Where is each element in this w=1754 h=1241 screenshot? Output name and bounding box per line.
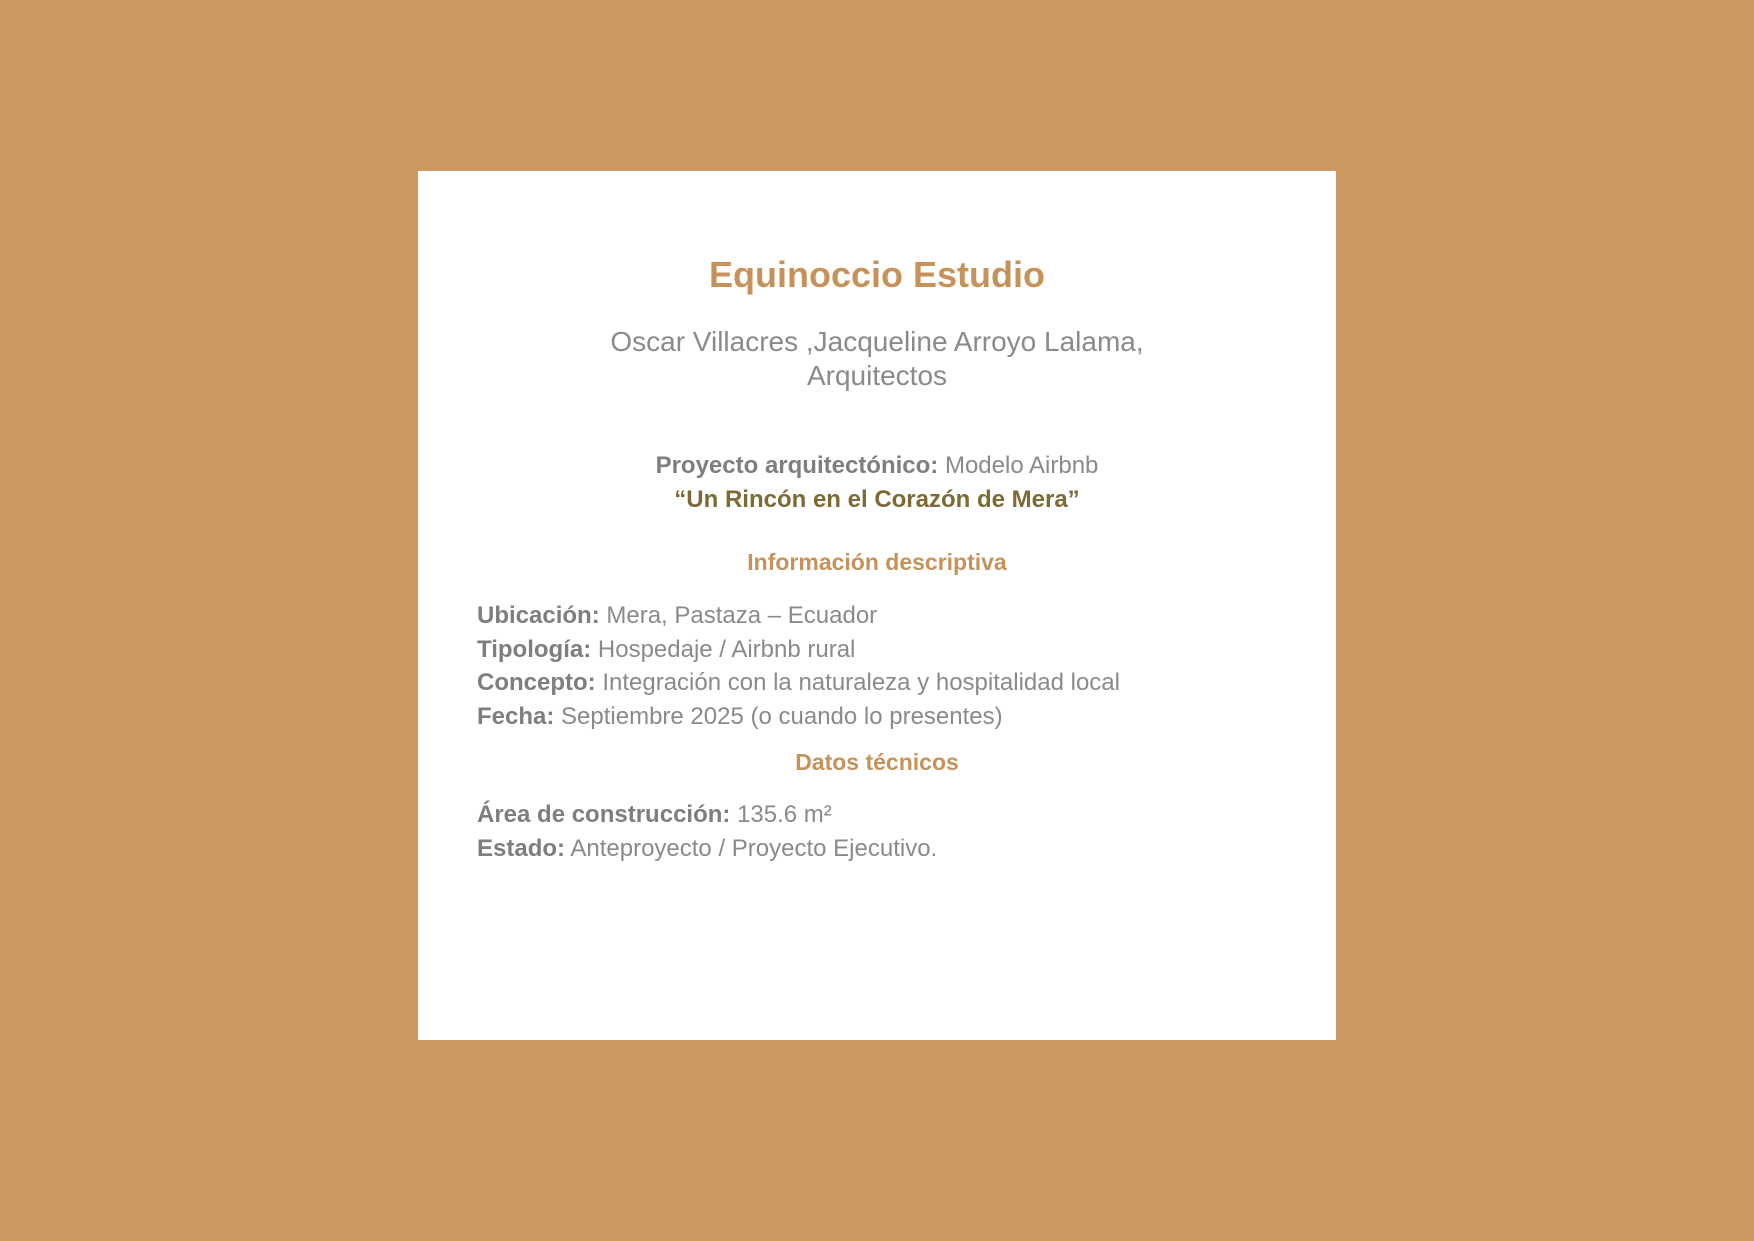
fact-key: Concepto: bbox=[477, 669, 596, 696]
fact-value: Septiembre 2025 (o cuando lo presentes) bbox=[554, 702, 1003, 730]
fact-key: Fecha: bbox=[477, 702, 555, 730]
fact-value: Mera, Pastaza – Ecuador bbox=[599, 602, 878, 629]
fact-value: 135.6 m² bbox=[730, 801, 832, 828]
fact-value: Integración con la naturaleza y hospitalidad local bbox=[595, 669, 1120, 696]
fact-key: Tipología: bbox=[477, 635, 592, 663]
descriptive-list bbox=[477, 599, 1120, 733]
descriptive-heading: Información descriptiva bbox=[747, 549, 1007, 575]
fact-value: Hospedaje / Airbnb rural bbox=[591, 635, 856, 663]
fact-key: Ubicación: bbox=[477, 602, 600, 629]
authors-block bbox=[418, 325, 1336, 393]
technical-heading: Datos técnicos bbox=[795, 749, 959, 775]
fact-row-area bbox=[477, 798, 937, 832]
studio-title: Equinoccio Estudio bbox=[708, 254, 1045, 295]
authors-line-1: Oscar Villacres ,Jacqueline Arroyo Lalama, bbox=[610, 326, 1144, 357]
fact-value: Anteproyecto / Proyecto Ejecutivo. bbox=[565, 834, 938, 862]
technical-list bbox=[477, 798, 937, 865]
fact-row-status bbox=[477, 832, 937, 866]
project-type-line bbox=[418, 449, 1336, 483]
project-type-value: Modelo Airbnb bbox=[938, 452, 1099, 479]
info-card bbox=[418, 171, 1336, 1040]
fact-row-concept bbox=[477, 666, 1120, 700]
fact-row-location bbox=[477, 599, 1120, 633]
fact-key: Área de construcción: bbox=[477, 801, 731, 828]
authors-line-2: Arquitectos bbox=[806, 360, 948, 391]
fact-row-date bbox=[477, 700, 1120, 734]
project-name: “Un Rincón en el Corazón de Mera” bbox=[674, 486, 1080, 513]
fact-row-typology bbox=[477, 633, 1120, 667]
project-type-label: Proyecto arquitectónico: bbox=[655, 452, 939, 479]
project-block bbox=[418, 449, 1336, 517]
fact-key: Estado: bbox=[477, 834, 566, 862]
